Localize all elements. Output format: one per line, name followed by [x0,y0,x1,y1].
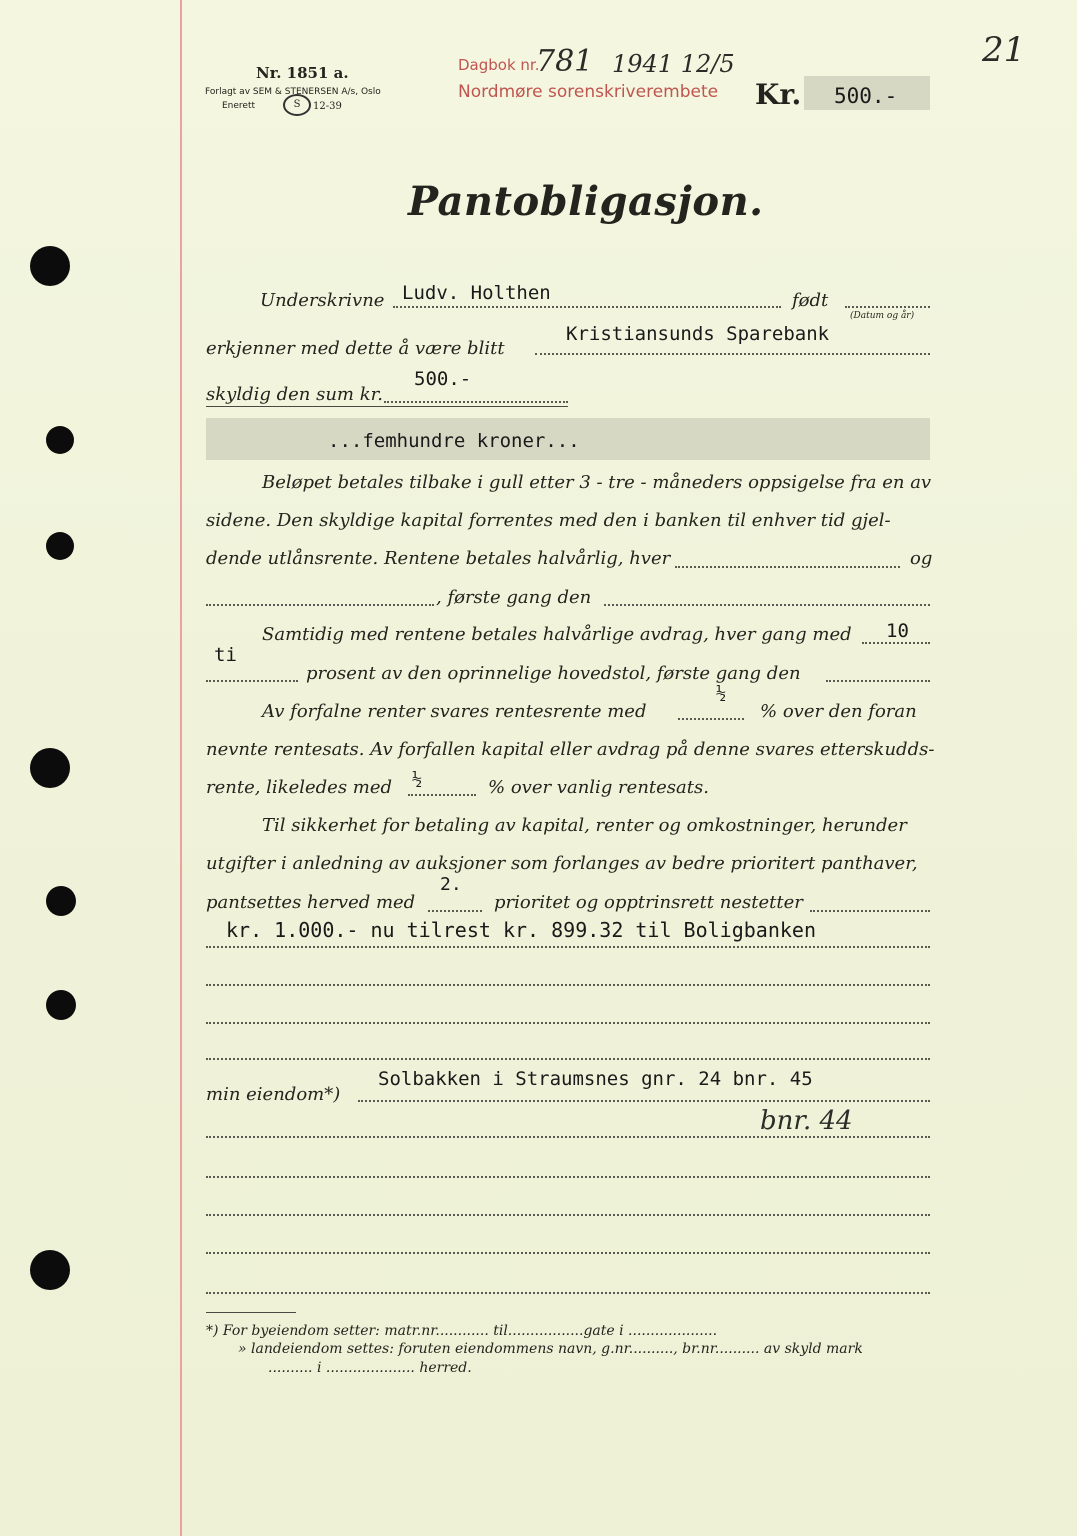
paragraph-text: og [910,548,933,569]
footnote-line: .......... i .................... herred. [268,1360,472,1376]
property-correction: bnr. 44 [760,1106,853,1136]
punch-hole [30,748,70,788]
punch-hole [46,886,76,916]
publisher-date: 12-39 [313,101,342,112]
dotted-line [206,1214,930,1216]
paragraph-text: Beløpet betales tilbake i gull etter 3 - tre - måneders oppsigelse fra en av [262,472,932,493]
paragraph-text: rente, likeledes med [206,777,393,798]
paragraph-text: Av forfalne renter svares rentesrente med [262,701,647,722]
kr-amount: 500.- [834,84,898,108]
installment-words: ti [214,644,237,666]
dotted-line [206,1058,930,1060]
dotted-line [678,718,744,720]
paragraph-text: % over vanlig rentesats. [488,777,709,798]
dotted-line [408,794,476,796]
punch-hole [46,532,74,560]
property-description: Solbakken i Straumsnes gnr. 24 bnr. 45 [378,1068,813,1090]
dotted-line [428,910,482,912]
dotted-line [206,1292,930,1294]
kr-label: Kr. [755,78,802,111]
margin-line [180,0,182,1536]
prior-mortgage: kr. 1.000.- nu tilrest kr. 899.32 til Boligbanken [226,918,817,942]
underskrivne-label: Underskrivne [260,290,385,311]
dotted-line [206,1136,930,1138]
paragraph-text: utgifter i anledning av auksjoner som forlanges av bedre prioritert panthaver, [206,853,918,874]
document-title: Pantobligasjon. [408,178,764,225]
dotted-line [535,353,930,355]
debtor-name: Ludv. Holthen [402,282,551,304]
dotted-line [206,946,930,948]
dagbok-date: 1941 12/5 [612,50,735,78]
dotted-line [810,910,930,912]
paragraph-text: pantsettes herved med [206,892,416,913]
punch-hole [30,246,70,286]
paragraph-text: prosent av den oprinnelige hovedstol, første gang den [306,663,801,684]
erkjenner-label: erkjenner med dette å være blitt [206,338,505,359]
dotted-line [206,1176,930,1178]
publisher-logo-icon: S [283,94,311,116]
installment-percent: 10 [886,620,909,642]
publisher-line: Forlagt av SEM & STENERSEN A/s, Oslo [205,87,381,97]
dotted-line [206,604,434,606]
dotted-line [675,566,900,568]
fodt-hint: (Datum og år) [850,311,915,321]
skyldig-label: skyldig den sum kr. [206,384,383,405]
sum-underline [206,406,568,407]
dagbok-number: 781 [536,44,594,79]
punch-hole [46,990,76,1020]
paragraph-text: Til sikkerhet for betaling av kapital, renter og omkostninger, herunder [262,815,907,836]
property-label: min eiendom*) [206,1084,341,1105]
punch-hole [30,1250,70,1290]
paragraph-text: , første gang den [436,587,592,608]
dotted-line [206,984,930,986]
dotted-line [604,604,930,606]
dotted-line [206,1252,930,1254]
footnote-line: *) For byeiendom setter: matr.nr............ til.................gate i .................... [206,1323,718,1339]
punch-hole [46,426,74,454]
publisher-enerett: Enerett [222,101,256,111]
paragraph-text: % over den foran [760,701,917,722]
page-number: 21 [982,30,1026,70]
dotted-line [862,642,930,644]
paragraph-text: sidene. Den skyldige kapital forrentes med den i banken til enhver tid gjel- [206,510,891,531]
dotted-line [206,680,298,682]
paragraph-text: dende utlånsrente. Rentene betales halvårlig, hver [206,548,671,569]
fodt-label: født [792,290,829,311]
dotted-line [845,306,930,308]
form-number: Nr. 1851 a. [256,64,349,82]
dotted-line [358,1100,930,1102]
footnote-rule [206,1312,296,1313]
interest-half-2: ½ [412,770,423,790]
dotted-line [206,1022,930,1024]
paragraph-text: nevnte rentesats. Av forfallen kapital eller avdrag på denne svares etterskudds- [206,739,935,760]
interest-half: ½ [716,684,727,704]
footnote-line: » landeiendom settes: foruten eiendommens navn, g.nr.........., br.nr.......... av skyld mark [238,1341,863,1357]
dotted-line [384,401,568,403]
sum-value: 500.- [414,368,472,390]
dotted-line [826,680,930,682]
dagbok-label: Dagbok nr. [458,56,540,74]
paragraph-text: prioritet og opptrinsrett nestetter [494,892,803,913]
creditor-name: Kristiansunds Sparebank [566,323,830,345]
office-stamp: Nordmøre sorenskriverembete [458,82,719,102]
paragraph-text: Samtidig med rentene betales halvårlige avdrag, hver gang med [262,624,852,645]
dotted-line [393,306,781,308]
amount-words: ...femhundre kroner... [328,430,580,452]
priority-value: 2. [440,874,462,895]
